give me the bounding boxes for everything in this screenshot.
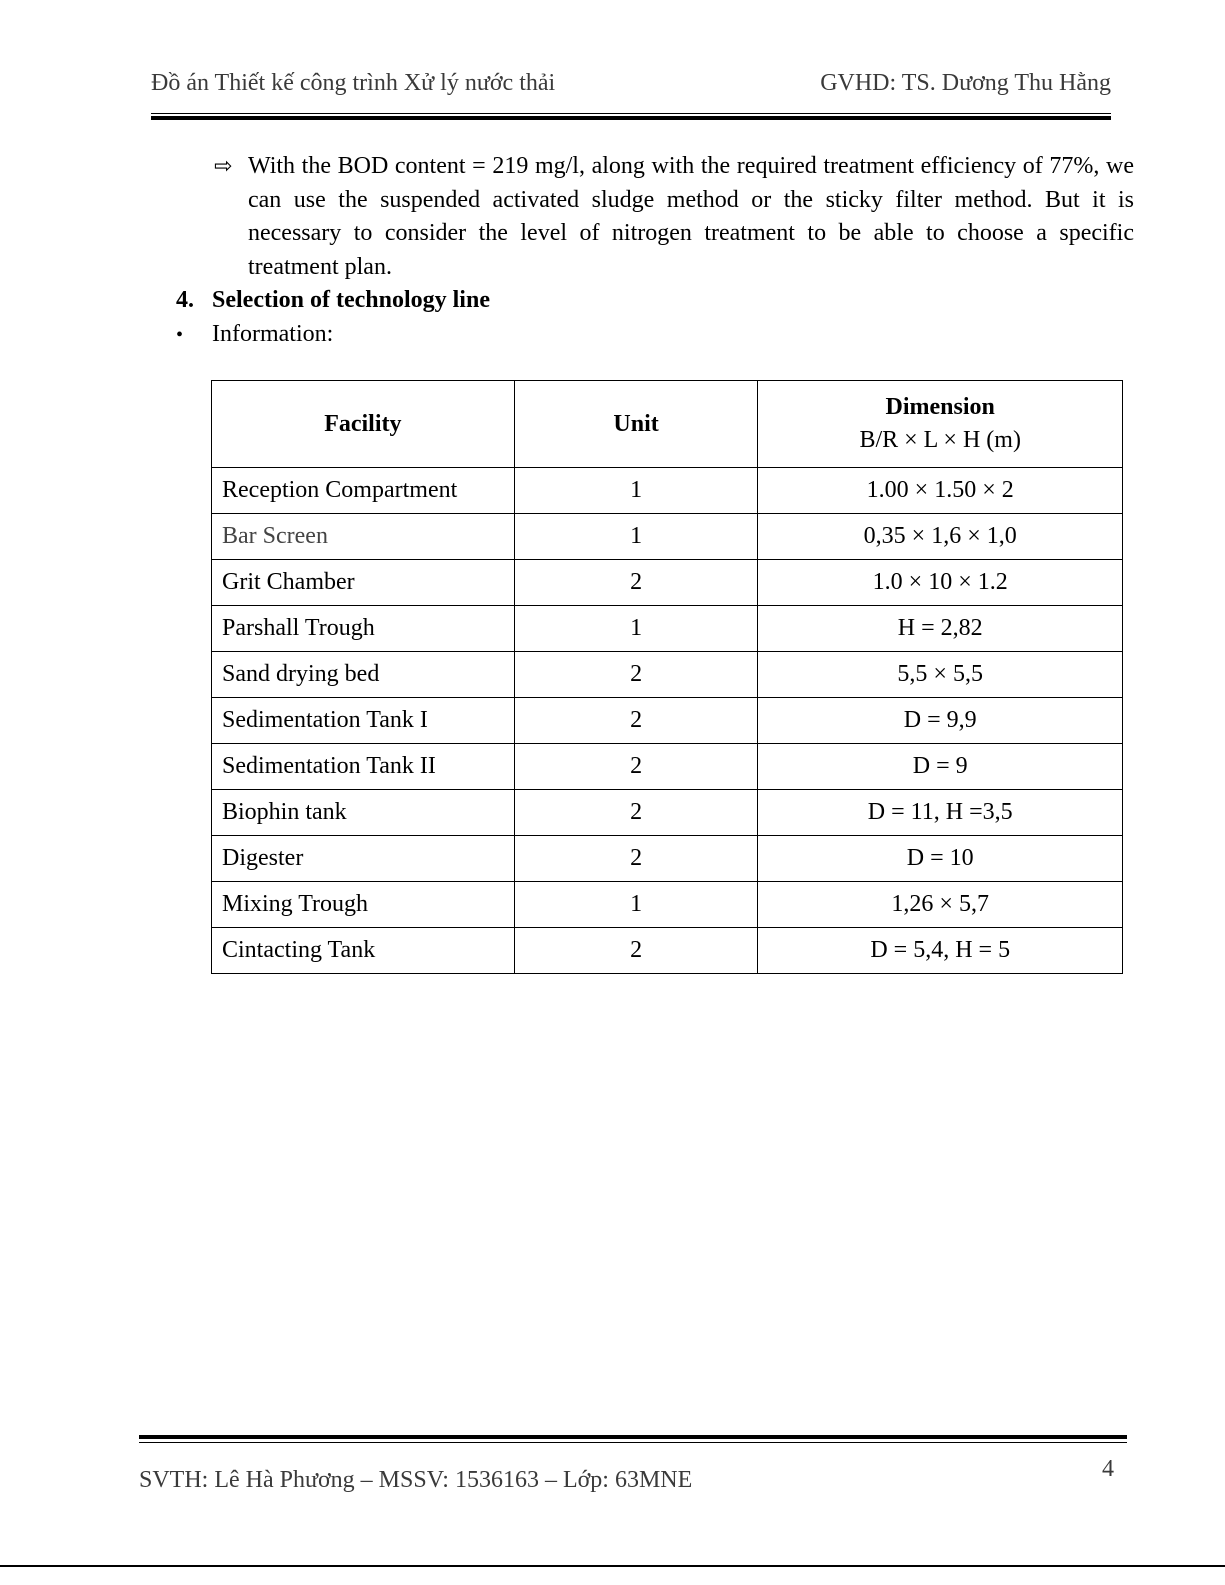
cell-facility: Reception Compartment — [212, 468, 515, 514]
table-row — [212, 790, 1123, 836]
cell-unit: 2 — [514, 790, 758, 836]
cell-facility: Cintacting Tank — [212, 928, 515, 974]
footer-rule-thin — [139, 1442, 1127, 1443]
footer-rule-thick — [139, 1435, 1127, 1439]
header-dimension-title: Dimension — [885, 394, 995, 420]
table-header-row — [212, 381, 1123, 468]
table-row — [212, 836, 1123, 882]
cell-dimension: 0,35 × 1,6 × 1,0 — [758, 514, 1123, 560]
bullet-item — [176, 321, 333, 348]
header-advisor: GVHD: TS. Dương Thu Hằng — [820, 70, 1111, 96]
cell-unit: 1 — [514, 468, 758, 514]
cell-unit: 2 — [514, 652, 758, 698]
header-dimension-sub: B/R × L × H (m) — [859, 427, 1021, 453]
cell-dimension: 1.0 × 10 × 1.2 — [758, 560, 1123, 606]
table-row — [212, 468, 1123, 514]
table-row — [212, 652, 1123, 698]
paragraph-text: With the BOD content = 219 mg/l, along with the required treatment efficiency of 77%, we can use the suspended activated sludge method or the sticky filter method. But it is necessary to consider the level of nitrogen treatment to be able to choose a specific treatment plan. — [248, 153, 1134, 280]
cell-facility: Bar Screen — [212, 514, 515, 560]
section-title: Selection of technology line — [212, 287, 490, 313]
cell-unit: 2 — [514, 928, 758, 974]
cell-unit: 2 — [514, 836, 758, 882]
cell-dimension: D = 9 — [758, 744, 1123, 790]
section-number: 4. — [176, 287, 194, 313]
bullet-text: Information: — [212, 321, 334, 347]
cell-facility: Parshall Trough — [212, 606, 515, 652]
cell-facility: Biophin tank — [212, 790, 515, 836]
cell-unit: 2 — [514, 744, 758, 790]
page-header — [151, 70, 1111, 106]
cell-dimension: D = 9,9 — [758, 698, 1123, 744]
page-footer — [139, 1456, 1114, 1504]
cell-facility: Sand drying bed — [212, 652, 515, 698]
arrow-icon: ⇨ — [214, 154, 233, 179]
cell-dimension: 1,26 × 5,7 — [758, 882, 1123, 928]
conclusion-paragraph — [214, 150, 1134, 284]
header-dimension — [758, 381, 1123, 468]
table-row — [212, 882, 1123, 928]
header-rule-thin — [151, 113, 1111, 114]
cell-facility: Mixing Trough — [212, 882, 515, 928]
table-row — [212, 560, 1123, 606]
table-row — [212, 928, 1123, 974]
cell-facility: Digester — [212, 836, 515, 882]
bullet-icon: • — [176, 324, 184, 346]
cell-unit: 1 — [514, 514, 758, 560]
section-heading — [176, 287, 490, 314]
footer-student-info: SVTH: Lê Hà Phương – MSSV: 1536163 – Lớp: 63MNE — [139, 1467, 693, 1493]
table-row — [212, 514, 1123, 560]
header-facility: Facility — [212, 381, 515, 468]
page-bottom-edge — [0, 1565, 1225, 1567]
cell-dimension: 1.00 × 1.50 × 2 — [758, 468, 1123, 514]
cell-dimension: D = 5,4, H = 5 — [758, 928, 1123, 974]
cell-dimension: D = 11, H =3,5 — [758, 790, 1123, 836]
cell-facility: Grit Chamber — [212, 560, 515, 606]
page-number: 4 — [1102, 1456, 1114, 1482]
header-rule-thick — [151, 116, 1111, 120]
cell-facility: Sedimentation Tank II — [212, 744, 515, 790]
cell-unit: 1 — [514, 882, 758, 928]
table-row — [212, 744, 1123, 790]
cell-dimension: H = 2,82 — [758, 606, 1123, 652]
cell-dimension: D = 10 — [758, 836, 1123, 882]
cell-unit: 2 — [514, 698, 758, 744]
table-row — [212, 606, 1123, 652]
cell-dimension: 5,5 × 5,5 — [758, 652, 1123, 698]
cell-facility: Sedimentation Tank I — [212, 698, 515, 744]
cell-unit: 1 — [514, 606, 758, 652]
facilities-table — [211, 380, 1123, 974]
table-row — [212, 698, 1123, 744]
cell-unit: 2 — [514, 560, 758, 606]
header-unit: Unit — [514, 381, 758, 468]
header-project-title: Đồ án Thiết kế công trình Xử lý nước thải — [151, 70, 556, 96]
